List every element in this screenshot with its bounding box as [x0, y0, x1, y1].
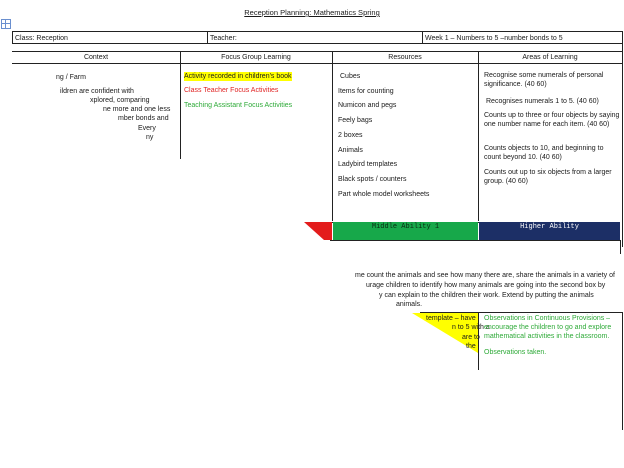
- activity-line: y can explain to the children their work. Extend by putting the animals: [379, 292, 594, 299]
- info-divider-1: [207, 31, 208, 43]
- context-line: ny: [146, 134, 154, 141]
- activity-line: urage children to identify how many animals are going into the second box by: [366, 282, 606, 289]
- resource-item: Numicon and pegs: [338, 102, 397, 109]
- class-label: Class: Reception: [15, 35, 68, 42]
- highlight-line: the: [466, 343, 476, 350]
- header-areas-of-learning: Areas of Learning: [522, 54, 578, 61]
- table-left-border: [12, 31, 13, 43]
- context-line: mber bonds and: [118, 115, 169, 122]
- lower-ability-red-band: [300, 222, 332, 240]
- table-move-handle-icon[interactable]: [1, 19, 11, 29]
- table-right-border: [622, 31, 623, 247]
- info-divider-2: [422, 31, 423, 43]
- resource-item: 2 boxes: [338, 132, 363, 139]
- resource-item: Part whole model worksheets: [338, 191, 430, 198]
- higher-ability-band: Higher Ability: [479, 222, 620, 240]
- table-header-border-bottom: [12, 63, 623, 64]
- resource-item: Cubes: [340, 73, 361, 80]
- area-of-learning: Recognise some numerals of personal significance. (40 60): [484, 72, 604, 88]
- highlight-line: n to 5 with a: [452, 324, 490, 331]
- red-band-shape: [304, 222, 332, 240]
- highlight-line: are to: [462, 334, 480, 341]
- table-top-border: [12, 31, 623, 32]
- column-divider-resources: [478, 51, 479, 221]
- header-resources: Resources: [388, 54, 422, 61]
- area-of-learning: Recognises numerals 1 to 5. (40 60): [486, 98, 599, 105]
- area-of-learning: Counts objects to 10, and beginning to count beyond 10. (40 60): [484, 145, 604, 161]
- area-of-learning: Counts up to three or four objects by saying one number name for each item. (40 60): [484, 112, 620, 128]
- ability-bar-bottom-border: [330, 240, 620, 241]
- focus-class-teacher: Class Teacher Focus Activities: [184, 87, 279, 94]
- resource-item: Items for counting: [338, 88, 394, 95]
- resource-item: Animals: [338, 147, 363, 154]
- activity-line: animals.: [396, 301, 423, 308]
- teacher-label: Teacher:: [210, 35, 237, 42]
- observations-taken: Observations taken.: [484, 349, 547, 356]
- page-title: Reception Planning: Mathematics Spring: [244, 8, 380, 17]
- resource-item: Ladybird templates: [338, 161, 398, 168]
- context-line: ne more and one less: [103, 106, 171, 113]
- highlight-line: template – have: [426, 315, 476, 322]
- column-divider-context: [180, 51, 181, 159]
- resource-item: Black spots / counters: [338, 176, 407, 183]
- lower-right-border: [622, 312, 623, 430]
- area-of-learning: Counts out up to six objects from a larger group. (40 60): [484, 169, 612, 185]
- middle-ability-band: Middle Ability 1: [333, 222, 478, 240]
- header-context: Context: [83, 54, 109, 61]
- week-label: Week 1 – Numbers to 5 –number bonds to 5: [425, 35, 563, 42]
- focus-recorded-highlight: Activity recorded in children's book: [184, 73, 292, 80]
- resource-item: Feely bags: [338, 117, 373, 124]
- activity-line: me count the animals and see how many there are, share the animals in a variety of: [355, 272, 615, 279]
- column-divider-focus: [332, 51, 333, 221]
- table-header-border-top: [12, 51, 623, 52]
- context-line: ng / Farm: [56, 74, 86, 81]
- context-line: Every: [138, 125, 156, 132]
- cursor-marker: [620, 240, 621, 254]
- header-focus-group: Focus Group Learning: [221, 54, 291, 61]
- observations-continuous-provision: Observations in Continuous Provisions – encourage the children to go and explore mathematical activities in the classroom.: [484, 315, 612, 340]
- focus-teaching-assistant: Teaching Assistant Focus Activities: [184, 102, 293, 109]
- context-line: ildren are confident with: [60, 88, 134, 95]
- context-line: xplored, comparing: [90, 97, 150, 104]
- table-info-row-border: [12, 43, 623, 44]
